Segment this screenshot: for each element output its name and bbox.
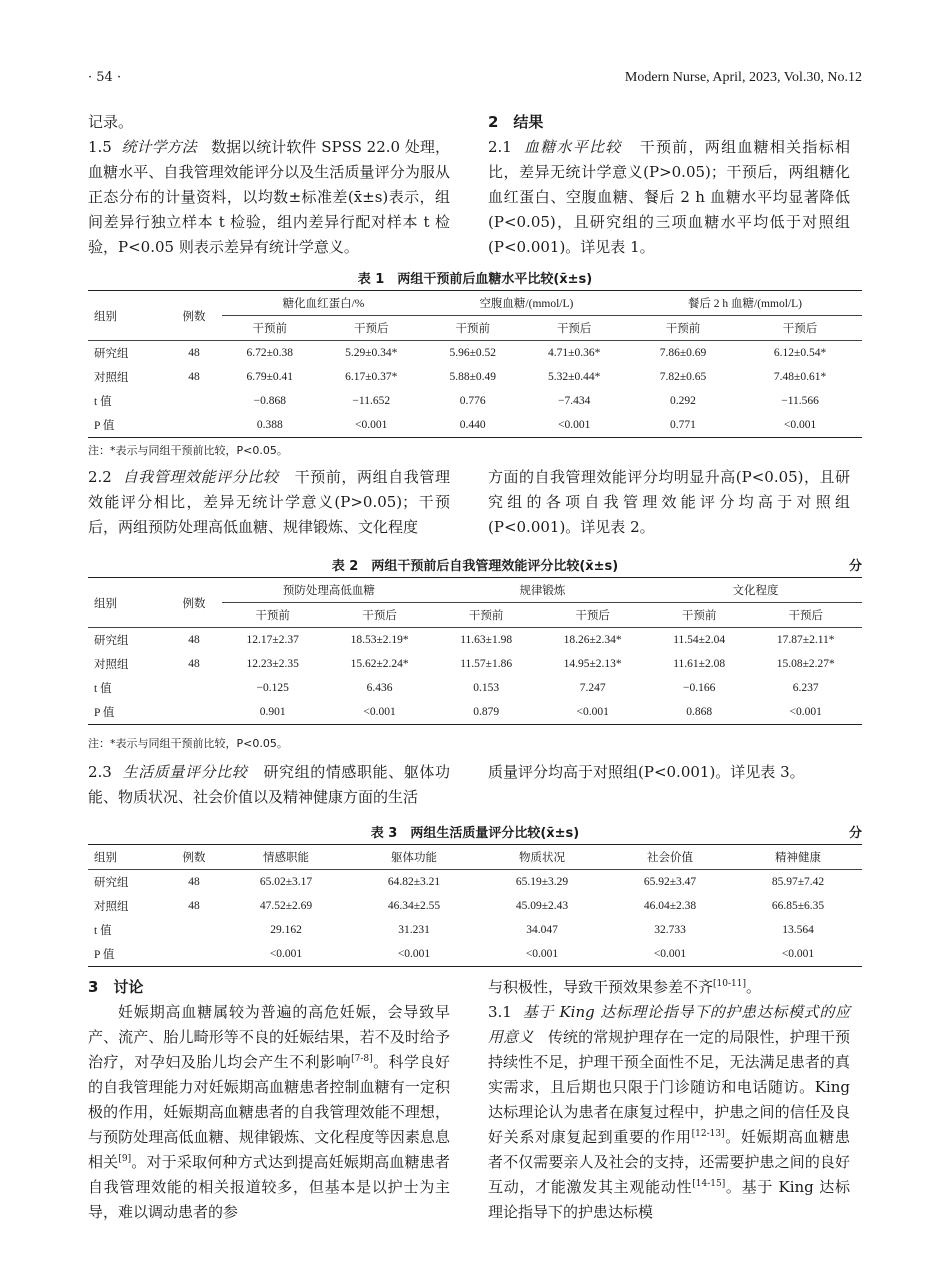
group-header: 空腹血糖/(mmol/L)	[425, 291, 628, 316]
section-2-3-left: 2.3 生活质量评分比较 研究组的情感职能、躯体功能、物质状况、社会价值以及精神健康方面的生活	[88, 763, 450, 806]
table-row: 对照组 48 6.79±0.41 6.17±0.37* 5.88±0.49 5.32±0.44* 7.82±0.65 7.48±0.61*	[94, 371, 827, 384]
section-2-2-left: 2.2 自我管理效能评分比较 干预前，两组自我管理效能评分相比，差异无统计学意义(P>0.05)；干预后，两组预防处理高低血糖、规律锻炼、文化程度	[88, 468, 450, 536]
col-header: 物质状况	[478, 845, 606, 870]
sub-header: 干预后	[362, 610, 397, 622]
sub-header: 干预前	[252, 323, 288, 335]
section-title: 血糖水平比较	[523, 138, 622, 156]
citation: [9]	[118, 1154, 132, 1164]
citation: [12-13]	[691, 1129, 725, 1139]
col-header: 情感职能	[222, 845, 350, 870]
sub-header: 干预后	[782, 323, 818, 335]
sub-header: 干预前	[468, 610, 504, 622]
table1-caption: 表 1 两组干预前后血糖水平比较(x̄±s)	[357, 272, 593, 287]
col-header: 例数	[166, 845, 222, 870]
section-3-right: 与积极性，导致干预效果参差不齐[10-11]。 3.1 基于 King 达标理论指导下的护患达标模式的应用意义 传统的常规护理存在一定的局限性，护理干预持续性不足，护理干预全面性不足，无法满足患者的真实需求，且后期也只限于门诊随访和电话随访。King 达标理论认为患者在康复过程中，护患之间的信任及良好关系对康复起到重要的作用[12-13]。妊娠期高血糖患者不仅需要亲人及社会的支持，还需要护患之间的良好互动，才能激发其主观能动性[14-15]。基于 King 达标理论指导下的护患达标模	[488, 978, 850, 1221]
section-title: 生活质量评分比较	[122, 763, 248, 781]
right-column-top	[488, 110, 850, 260]
table2-unit: 分	[848, 559, 862, 574]
sub-header: 干预前	[681, 610, 717, 622]
col-header: 躯体功能	[350, 845, 478, 870]
section-heading-results: 2 结果	[488, 113, 544, 131]
table-row: P 值 0.388 <0.001 0.440 <0.001 0.771 <0.001	[88, 413, 862, 438]
table-row: t 值 −0.868 −11.652 0.776 −7.434 0.292 −11.566	[94, 395, 819, 408]
section-2-2-right: 方面的自我管理效能评分均明显升高(P<0.05)，且研究组的各项自我管理效能评分均高于对照组(P<0.001)。详见表 2。	[488, 468, 850, 536]
section-title: 统计学方法	[121, 138, 197, 156]
col-header: 社会价值	[606, 845, 734, 870]
table-row: 对照组 48 12.23±2.35 15.62±2.24* 11.57±1.86 14.95±2.13* 11.61±2.08 15.08±2.27*	[94, 658, 835, 671]
citation: [7-8]	[351, 1054, 373, 1064]
table2-caption: 表 2 两组干预前后自我管理效能评分比较(x̄±s)	[331, 559, 619, 574]
sub-header: 干预后	[556, 323, 592, 335]
sub-header: 干预后	[788, 610, 823, 622]
section-2-3-right: 质量评分均高于对照组(P<0.001)。详见表 3。	[488, 763, 805, 781]
group-header: 预防处理高低血糖	[222, 578, 436, 603]
table-row: P 值 0.901 <0.001 0.879 <0.001 0.868 <0.001	[88, 700, 862, 725]
col-group: 组别	[88, 578, 166, 628]
group-header: 文化程度	[649, 578, 862, 603]
table3-unit: 分	[848, 826, 862, 841]
group-header: 规律锻炼	[436, 578, 649, 603]
table-row: 研究组 48 65.02±3.17 64.82±3.21 65.19±3.29 65.92±3.47 85.97±7.42	[88, 870, 862, 895]
group-header: 糖化血红蛋白/%	[222, 291, 425, 316]
sub-header: 干预前	[665, 323, 701, 335]
col-header: 组别	[88, 845, 166, 870]
paragraph-record: 记录。	[88, 113, 134, 131]
section-2-1: 2.1 血糖水平比较 干预前，两组血糖相关指标相比，差异无统计学意义(P>0.05)；干预后，两组糖化血红蛋白、空腹血糖、餐后 2 h 血糖水平均显著降低(P<0.05)，且研究组的三项血糖水平均低于对照组(P<0.001)。详见表 1。	[488, 138, 850, 256]
table-row: 对照组 48 47.52±2.69 46.34±2.55 45.09±2.43 46.04±2.38 66.85±6.35	[94, 900, 825, 913]
table-row: t 值 29.162 31.231 34.047 32.733 13.564	[94, 924, 814, 937]
col-n: 例数	[166, 578, 222, 628]
section-heading-discussion: 3 讨论	[88, 978, 144, 996]
table-row: P 值 <0.001 <0.001 <0.001 <0.001 <0.001	[88, 942, 862, 967]
table-row: t 值 −0.125 6.436 0.153 7.247 −0.166 6.237	[94, 682, 819, 695]
col-n: 例数	[166, 291, 222, 341]
col-header: 精神健康	[734, 845, 862, 870]
sub-header: 干预前	[255, 610, 290, 622]
section-title: 基于 King 达标理论指导下的护患达标模式的应用意义	[488, 1003, 850, 1046]
table2-note: 注：*表示与同组干预前比较，P<0.05。	[88, 737, 288, 750]
citation: [14-15]	[692, 1179, 726, 1189]
table1-note: 注：*表示与同组干预前比较，P<0.05。	[88, 444, 288, 457]
table-row: 研究组 48 6.72±0.38 5.29±0.34* 5.96±0.52 4.71±0.36* 7.86±0.69 6.12±0.54*	[88, 341, 862, 366]
table3-caption: 表 3 两组生活质量评分比较(x̄±s)	[370, 826, 580, 841]
section-3-left: 3 讨论 妊娠期高血糖属较为普遍的高危妊娠，会导致早产、流产、胎儿畸形等不良的妊娠结果，若不及时给予治疗，对孕妇及胎儿均会产生不利影响[7-8]。科学良好的自我管理能力对妊娠期高血糖患者控制血糖有一定积极的作用，妊娠期高血糖患者的自我管理效能不理想，与预防处理高低血糖、规律锻炼、文化程度等因素息息相关[9]。对于采取何种方式达到提高妊娠期高血糖患者自我管理效能的相关报道较多，但基本是以护士为主导，难以调动患者的参	[88, 975, 450, 1225]
table2	[88, 577, 862, 725]
section-1-5: 1.5 统计学方法 数据以统计软件 SPSS 22.0 处理，血糖水平、自我管理效能评分以及生活质量评分为服从正态分布的计量资料，以均数±标准差(x̄±s)表示，组间差异行独立样本 t 检验，组内差异行配对样本 t 检验，P<0.05 则表示差异有统计学意义。	[88, 138, 450, 256]
left-column-top	[88, 110, 450, 260]
journal-info: Modern Nurse, April, 2023, Vol.30, No.12	[624, 70, 862, 85]
citation: [10-11]	[713, 979, 746, 989]
page-number: · 54 ·	[88, 70, 122, 85]
sub-header: 干预前	[455, 323, 490, 335]
sub-header: 干预后	[354, 323, 389, 335]
col-group: 组别	[88, 291, 166, 341]
group-header: 餐后 2 h 血糖/(mmol/L)	[628, 291, 862, 316]
table1	[88, 290, 862, 438]
table-row: 研究组 48 12.17±2.37 18.53±2.19* 11.63±1.98 18.26±2.34* 11.54±2.04 17.87±2.11*	[88, 628, 862, 653]
section-title: 自我管理效能评分比较	[122, 468, 279, 486]
sub-header: 干预后	[575, 610, 610, 622]
table3	[88, 844, 862, 967]
